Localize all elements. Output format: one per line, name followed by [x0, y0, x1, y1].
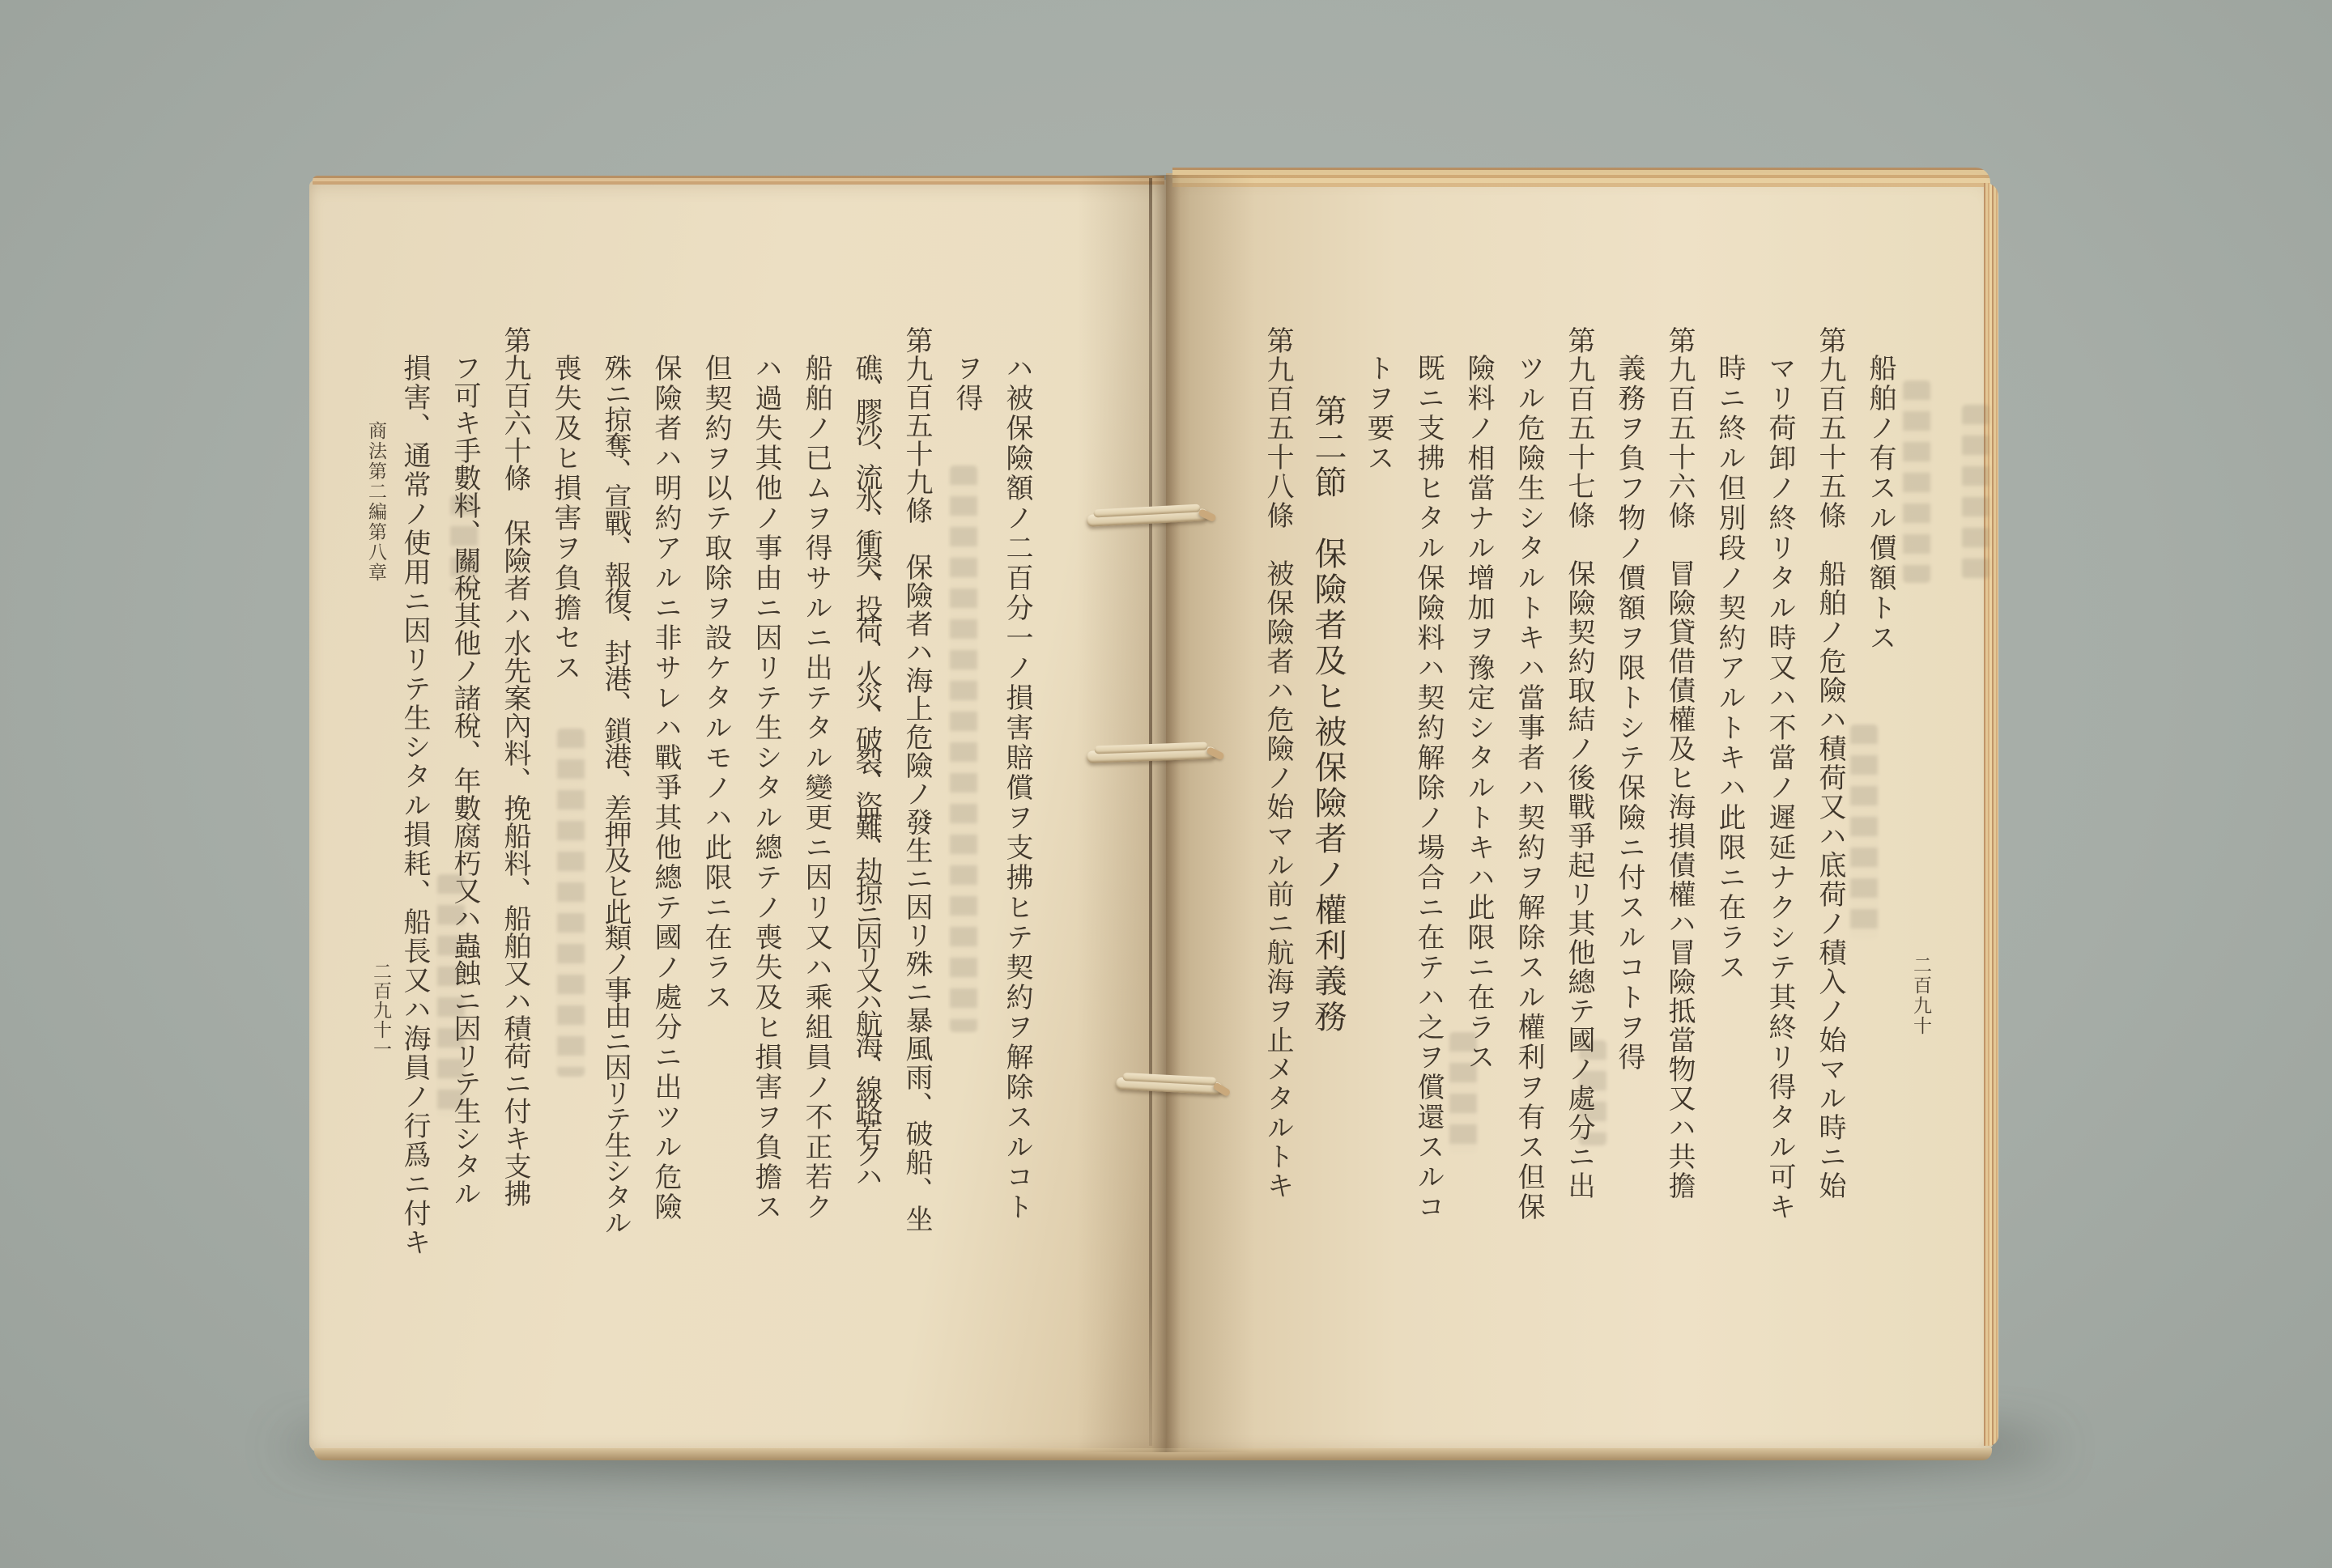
article-957-column: 第九百五十七條 保險契約取結ノ後戰爭起リ其他總テ國ノ處分ニ出: [1563, 326, 1595, 1200]
article-960-column: 第九百六十條 保險者ハ水先案內料、挽船料、船舶又ハ積荷ニ付キ支拂: [499, 326, 531, 1207]
text-column: 既ニ支拂ヒタル保險料ハ契約解除ノ場合ニ在テハ之ヲ償還スルコ: [1412, 354, 1445, 1222]
bleed-through-ghost: [1903, 380, 1930, 583]
bleed-through-ghost: [1850, 725, 1878, 939]
text-column: トヲ要ス: [1362, 354, 1394, 474]
text-column: 損害、通常ノ使用ニ因リテ生シタル損耗、船長又ハ海員ノ行爲ニ付キ: [398, 354, 431, 1257]
bleed-through-ghost: [950, 465, 977, 1032]
text-column: 時ニ終ル但別段ノ契約アルトキハ此限ニ在ラス: [1713, 354, 1746, 983]
page-edge-bottom: [314, 1448, 1992, 1460]
text-column: フ可キ手數料、關稅其他ノ諸稅、年數腐朽又ハ蟲蝕ニ因リテ生シタル: [449, 354, 481, 1207]
page-edge-top-right: [1172, 168, 1990, 187]
text-column: 殊ニ掠奪、宣戰、報復、封港、鎖港、差押及ヒ此類ノ事由ニ因リテ生シタル: [599, 354, 632, 1234]
section-2-heading: 第二節 保險者及ヒ被保險者ノ權利義務: [1309, 394, 1347, 1035]
text-column: 保險者ハ明約アルニ非サレハ戰爭其他總テ國ノ處分ニ出ツル危險: [649, 354, 682, 1222]
page-edge-top-left: [313, 176, 1164, 185]
running-head: 商法第二編第八章: [365, 421, 386, 583]
gutter-line: [1149, 178, 1152, 1446]
text-column: ハ過失其他ノ事由ニ因リテ生シタル總テノ喪失及ヒ損害ヲ負擔ス: [750, 354, 782, 1222]
text-column: 義務ヲ負フ物ノ價額ヲ限トシテ保險ニ付スルコトヲ得: [1613, 354, 1645, 1073]
text-column: ヲ得: [951, 354, 983, 414]
text-column: 險料ノ相當ナル增加ヲ豫定シタルトキハ此限ニ在ラス: [1462, 354, 1495, 1073]
article-958-column: 第九百五十八條 被保險者ハ危險ノ始マル前ニ航海ヲ止メタルトキ: [1262, 326, 1294, 1200]
text-column: 船舶ノ已ムヲ得サルニ出テタル變更ニ因リ又ハ乘組員ノ不正若ク: [800, 354, 832, 1222]
text-column: 喪失及ヒ損害ヲ負擔セス: [549, 354, 581, 683]
page-left: [309, 180, 1166, 1452]
article-959-column: 第九百五十九條 保險者ハ海上危險ノ發生ニ因リ殊ニ暴風雨、破船、坐: [900, 326, 933, 1233]
text-column: ツル危險生シタルトキハ當事者ハ契約ヲ解除スル權利ヲ有ス但保: [1513, 354, 1545, 1222]
bleed-through-ghost: [557, 729, 585, 1077]
page-number-right: 二百九十: [1910, 955, 1931, 1036]
article-956-column: 第九百五十六條 冒險貸借債權及ヒ海損債權ハ冒險抵當物又ハ共擔: [1663, 326, 1696, 1200]
fore-edge-stack: [1984, 183, 1998, 1446]
text-column: ハ被保險額ノ二百分一ノ損害賠償ヲ支拂ヒテ契約ヲ解除スルコト: [1001, 354, 1033, 1222]
text-column: 但契約ヲ以テ取除ヲ設ケタルモノハ此限ニ在ラス: [700, 354, 732, 1013]
text-column: 船舶ノ有スル價額トス: [1864, 354, 1896, 653]
bleed-through-ghost: [1962, 405, 1989, 579]
text-column: 礁、膠沙、流氷、衝突、投荷、火災、破裂、盜難、劫掠ニ因リ又ハ航海、線路若クハ: [850, 354, 883, 1184]
page-number-left: 二百九十一: [370, 962, 391, 1059]
article-955-column: 第九百五十五條 船舶ノ危險ハ積荷又ハ底荷ノ積入ノ始マル時ニ始: [1814, 326, 1846, 1200]
text-column: マリ荷卸ノ終リタル時又ハ不當ノ遲延ナクシテ其終リ得タル可キ: [1764, 354, 1796, 1222]
